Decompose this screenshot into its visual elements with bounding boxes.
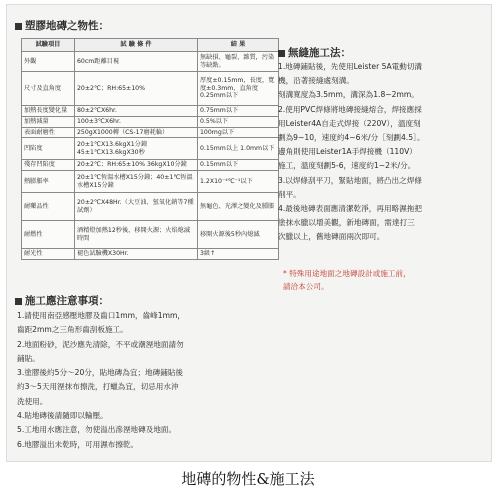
seamless-section-heading bbox=[278, 45, 351, 60]
list-item: 鋪貼。 bbox=[17, 353, 40, 363]
list-item: 約3～5天用溼抹布擦洗，打蠟為宜，切忌用水沖 bbox=[17, 382, 179, 392]
list-item: 劃為9~10，速度約4~6米/分［刻劃4.5］。 bbox=[278, 133, 425, 143]
list-item: 2.使用PVC焊條將地磚接縫熔合，焊接應採 bbox=[278, 104, 422, 114]
table-row bbox=[22, 72, 279, 106]
list-item: 6.地膠溢出未乾時，可用濕布擦乾。 bbox=[17, 439, 139, 449]
table-row bbox=[22, 171, 279, 193]
row-condition: 20±2℃；RH:65±10% 36kgX10分鐘 bbox=[75, 160, 198, 171]
header-test-item: 試驗項目 bbox=[22, 39, 75, 52]
row-condition: 酒精燈加熱12秒後，移開火源；火焰熄滅時間 bbox=[75, 221, 198, 249]
row-condition: 60cm距離目視 bbox=[75, 52, 198, 72]
list-item: 4.最後地磚表面應清潔乾淨，再用略濕拖把 bbox=[278, 204, 422, 214]
seamless-section-title: 無縫施工法： bbox=[288, 47, 351, 59]
list-item: 刻溝寬度為3.5mm，溝深為1.8~2mm。 bbox=[278, 90, 419, 100]
row-result: 100mg以下 bbox=[198, 127, 279, 138]
list-item: 用Leister4A自走式焊接（220V），溫度刻 bbox=[278, 118, 421, 128]
list-item: 4.貼地磚後請隨即以輪壓。 bbox=[17, 411, 108, 421]
table-row bbox=[22, 138, 279, 160]
row-condition: 20±1℃恆溫水槽X15分鐘；40±1℃恆溫水槽X15分鐘 bbox=[75, 171, 198, 193]
row-condition: 250gX1000轉（CS-17磨耗輪） bbox=[75, 127, 198, 138]
row-result: 無龜色、光澤之變化及腫脹 bbox=[198, 193, 279, 221]
special-use-note bbox=[283, 267, 411, 293]
list-item: 洗使用。 bbox=[17, 396, 48, 406]
row-condition: 100±3℃X6hr. bbox=[75, 116, 198, 127]
table-row bbox=[22, 116, 279, 127]
note-line: * 特殊用途地面之地磚設計或施工前， bbox=[283, 269, 411, 278]
table-row bbox=[22, 106, 279, 117]
row-result: 1.2X10⁻⁴℃⁻¹以下 bbox=[198, 171, 279, 193]
list-item: 3.塗膠後約5分～20分，貼地磚為宜；地磚鋪貼後 bbox=[17, 368, 184, 378]
install-section-heading bbox=[15, 293, 109, 308]
row-condition: 褪色試驗機X30Hr. bbox=[75, 249, 198, 260]
list-item: 次臘以上，舊地磚面兩次即可。 bbox=[278, 232, 385, 242]
row-result: 0.15mm以下 bbox=[198, 160, 279, 171]
table-row bbox=[22, 127, 279, 138]
install-notes-list bbox=[17, 309, 185, 452]
list-item: 5.工地用水應注意，勿使溢出滲溼地磚及地面。 bbox=[17, 425, 177, 435]
header-test-condition: 試 驗 條 件 bbox=[75, 39, 198, 52]
row-condition: 80±2℃X6hr. bbox=[75, 106, 198, 117]
seamless-steps-list bbox=[278, 60, 424, 245]
table-row bbox=[22, 249, 279, 260]
row-item: 外觀 bbox=[22, 52, 75, 72]
list-item: 1.地磚鋪貼後，先使用Leister 5A電動切溝 bbox=[278, 62, 423, 71]
catalog-photo bbox=[6, 4, 492, 462]
row-item: 熱膨脹率 bbox=[22, 171, 75, 193]
spec-section-title: 塑膠地磚之物性： bbox=[25, 20, 109, 32]
list-item: 塗抹水臘以增美觀，新地磚面，需達打三 bbox=[278, 218, 415, 228]
install-section-title: 施工應注意事項： bbox=[25, 295, 109, 307]
row-item: 殘存凹陷度 bbox=[22, 160, 75, 171]
list-item: 機，沿著接縫處刻溝。 bbox=[278, 76, 354, 86]
row-item: 表面耐磨性 bbox=[22, 127, 75, 138]
row-item: 耐燃性 bbox=[22, 221, 75, 249]
note-line: 請洽本公司。 bbox=[283, 282, 329, 291]
spec-section-heading bbox=[15, 18, 109, 33]
row-result: 0.5%以下 bbox=[198, 116, 279, 127]
physical-properties-table bbox=[21, 38, 279, 260]
list-item: 施工，溫度刻劃5-6，速度約1~2米/分。 bbox=[278, 161, 416, 171]
list-item: 削平。 bbox=[278, 189, 301, 199]
row-condition: 20±2℃；RH:65±10% bbox=[75, 72, 198, 106]
row-item: 凹陷度 bbox=[22, 138, 75, 160]
row-result: 3級↑ bbox=[198, 249, 279, 260]
list-item: 邊角則使用Leister1A手焊接機（110V） bbox=[278, 147, 417, 157]
row-item: 加熱長度變化量 bbox=[22, 106, 75, 117]
row-result: 0.15mm以上 1.0mm以下 bbox=[198, 138, 279, 160]
square-bullet-icon bbox=[15, 23, 22, 30]
header-result: 結 果 bbox=[198, 39, 279, 52]
row-item: 尺寸及直角度 bbox=[22, 72, 75, 106]
row-condition: 20±2℃X48Hr.（大豆油、氫氧化鈉等7種試劑） bbox=[75, 193, 198, 221]
square-bullet-icon bbox=[278, 50, 285, 57]
table-row bbox=[22, 160, 279, 171]
row-item: 耐光性 bbox=[22, 249, 75, 260]
list-item: 3.以焊條刮平刀，緊貼地面，將凸出之焊條 bbox=[278, 175, 422, 185]
row-result: 厚度±0.15mm，長度，寬度±0.3mm，直角度0.25mm以下 bbox=[198, 72, 279, 106]
list-item: 2.地面粉砂，泥沙應先清除，不平或潮溼地面請勿 bbox=[17, 339, 184, 349]
table-row bbox=[22, 193, 279, 221]
table-header-row bbox=[22, 39, 279, 52]
square-bullet-icon bbox=[15, 298, 22, 305]
row-condition: 20±1℃X13.6kgX1分鐘 45±1℃X13.6kgX30秒 bbox=[75, 138, 198, 160]
image-caption: 地磚的物性&施工法 bbox=[181, 470, 315, 488]
list-item: 1.請使用南亞感壓地膠及齒口1mm，齒峰1mm， bbox=[17, 311, 185, 320]
row-result: 0.75mm以下 bbox=[198, 106, 279, 117]
row-result: 無缺損、龜裂、雜質，污染等缺點。 bbox=[198, 52, 279, 72]
row-item: 耐藥品性 bbox=[22, 193, 75, 221]
table-row bbox=[22, 52, 279, 72]
table-row bbox=[22, 221, 279, 249]
row-item: 加熱減量 bbox=[22, 116, 75, 127]
list-item: 齒距2mm之三角形齒刮板施工。 bbox=[17, 325, 128, 335]
row-result: 移開火源後5秒內熄滅 bbox=[198, 221, 279, 249]
